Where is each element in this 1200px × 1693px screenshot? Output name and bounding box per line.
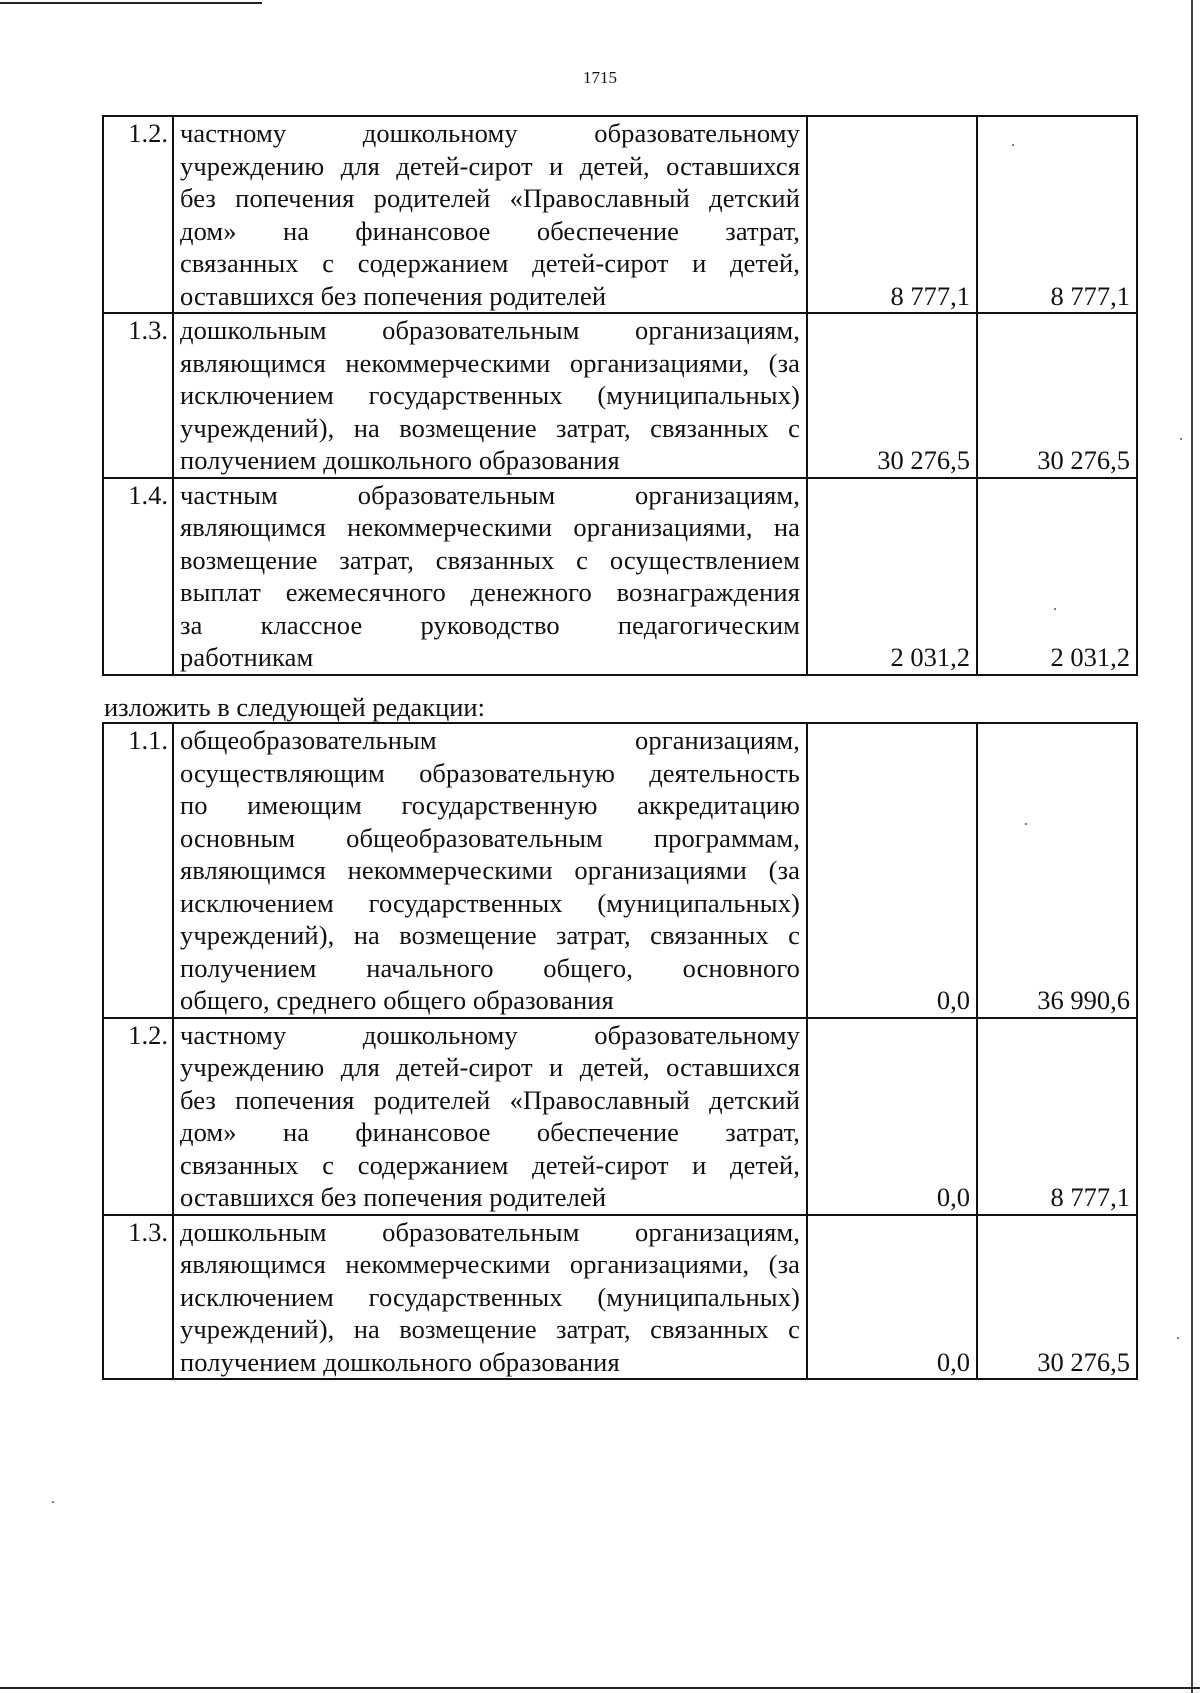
row-description [173,723,807,1018]
description-line: являющимся некоммерческими организациями, (за [180,1249,800,1279]
description-line: учреждению для детей-сирот и детей, оставшихся [180,1052,800,1082]
amount-col-2: 8 777,1 [977,116,1137,313]
description-line: получением начального общего, основного [180,952,800,983]
description-line: исключением государственных (муниципальных) [180,1281,800,1312]
description-line: возмещение затрат, связанных с осуществлением [180,544,800,575]
table-row [103,1215,1137,1380]
description-line: связанных с содержанием детей-сирот и детей, [180,248,800,278]
description-line: за классное руководство педагогическим [180,609,800,640]
scan-speck [1180,438,1182,440]
description-line: оставшихся без попечения родителей [180,280,607,311]
description-line: являющимся некоммерческими организациями, на [180,512,800,542]
row-number: 1.4. [103,478,173,675]
row-description [173,478,807,675]
intro-text: изложить в следующей редакции: [104,692,485,722]
description-line: общего, среднего общего образования [180,985,614,1015]
amount-col-1: 2 031,2 [807,478,977,675]
table-row [103,723,1137,1018]
description-line: дом» на финансовое обеспечение затрат, [180,1117,800,1147]
table-row [103,116,1137,313]
table-row [103,1018,1137,1215]
description-line: учреждению для детей-сирот и детей, оставшихся [180,150,800,181]
amount-col-2: 30 276,5 [977,1215,1137,1380]
table-row [103,478,1137,675]
amount-col-1: 8 777,1 [807,116,977,313]
description-line: частным образовательным организациям, [180,479,800,510]
description-line: частному дошкольному образовательному [180,118,800,148]
row-number: 1.3. [103,313,173,478]
description-line: являющимся некоммерческими организациями, (за [180,347,800,378]
description-line: учреждений), на возмещение затрат, связанных с [180,920,800,950]
description-line: исключением государственных (муниципальных) [180,380,800,410]
description-line: связанных с содержанием детей-сирот и детей, [180,1149,800,1180]
description-line: получением дошкольного образования [180,445,620,475]
scan-edge-top [0,2,262,4]
table-new-edition [102,722,1138,1380]
description-line: оставшихся без попечения родителей [180,1182,607,1212]
row-description [173,1018,807,1215]
description-line: частному дошкольному образовательному [180,1019,800,1050]
page-number: 1715 [583,68,617,87]
description-line: дом» на финансовое обеспечение затрат, [180,215,800,246]
description-line: учреждений), на возмещение затрат, связанных с [180,412,800,443]
amount-col-1: 0,0 [807,1018,977,1215]
amount-col-2: 8 777,1 [977,1018,1137,1215]
description-line: дошкольным образовательным организациям, [180,1216,800,1247]
amount-col-1: 0,0 [807,1215,977,1380]
description-line: осуществляющим образовательную деятельность [180,757,800,788]
description-line: без попечения родителей «Православный детский [180,183,800,213]
description-line: работникам [180,642,314,672]
row-number: 1.2. [103,116,173,313]
description-line: общеобразовательным организациям, [180,725,800,755]
description-line: без попечения родителей «Православный детский [180,1084,800,1115]
scan-edge-bottom [0,1687,1200,1689]
row-number: 1.3. [103,1215,173,1380]
row-number: 1.2. [103,1018,173,1215]
row-description [173,313,807,478]
row-description [173,116,807,313]
scan-speck [1177,1337,1179,1339]
amount-col-1: 0,0 [807,723,977,1018]
description-line: выплат ежемесячного денежного вознаграждения [180,577,800,607]
description-line: по имеющим государственную аккредитацию [180,790,800,820]
row-number: 1.1. [103,723,173,1018]
description-line: являющимся некоммерческими организациями (за [180,855,800,885]
description-line: учреждений), на возмещение затрат, связанных с [180,1314,800,1344]
row-description [173,1215,807,1380]
table-current-edition [102,115,1138,676]
description-line: основным общеобразовательным программам, [180,822,800,853]
amount-col-1: 30 276,5 [807,313,977,478]
amount-col-2: 30 276,5 [977,313,1137,478]
amount-col-2: 2 031,2 [977,478,1137,675]
description-line: получением дошкольного образования [180,1346,620,1377]
amount-col-2: 36 990,6 [977,723,1137,1018]
description-line: исключением государственных (муниципальных) [180,887,800,918]
description-line: дошкольным образовательным организациям, [180,315,800,345]
table-row [103,313,1137,478]
scan-edge-right [1191,0,1193,1693]
scan-speck [52,1501,54,1503]
